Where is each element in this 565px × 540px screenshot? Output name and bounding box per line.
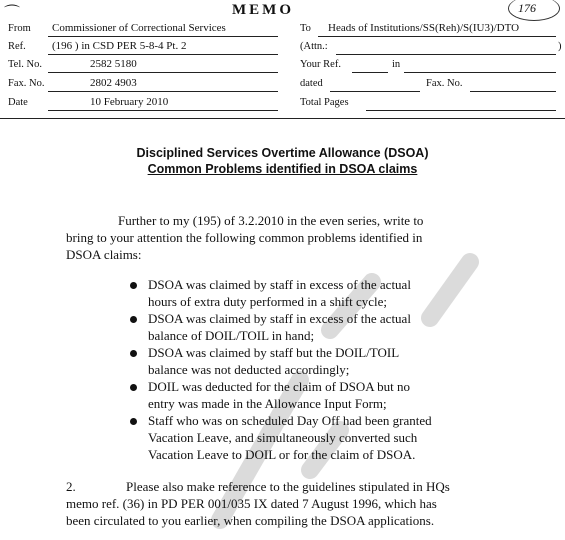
subject-line2: Common Problems identified in DSOA claims — [147, 162, 418, 176]
in-label: in — [392, 59, 401, 70]
fax-line — [48, 91, 278, 92]
para2-line-1: Please also make reference to the guidelines stipulated in HQs — [126, 479, 450, 494]
to-value: Heads of Institutions/SS(Reh)/S(IU3)/DTO — [328, 22, 520, 34]
fax-label: Fax. No. — [8, 78, 45, 89]
to-label: To — [300, 23, 311, 34]
tel-label: Tel. No. — [8, 59, 42, 70]
total-pages-label: Total Pages — [300, 97, 349, 108]
bullet-5-line-1: Staff who was on scheduled Day Off had been granted — [148, 413, 432, 428]
from-value: Commissioner of Correctional Services — [52, 22, 226, 34]
bullet-dot — [130, 418, 137, 425]
to-line — [318, 36, 556, 37]
bullet-4-line-2: entry was made in the Allowance Input Form; — [148, 396, 387, 411]
your-ref-line — [352, 72, 388, 73]
ref-value: (196 ) in CSD PER 5-8-4 Pt. 2 — [52, 40, 187, 52]
para2-number: 2. — [66, 479, 76, 494]
corner-mark: ⌒ — [4, 5, 21, 22]
from-line — [48, 36, 278, 37]
header-divider — [0, 118, 565, 119]
para2-line-2: memo ref. (36) in PD PER 001/035 IX dated 7 August 1996, which has — [66, 496, 437, 511]
intro-line-2: bring to your attention the following common problems identified in — [66, 230, 423, 245]
fax-no-line — [470, 91, 556, 92]
bullet-3-line-1: DSOA was claimed by staff but the DOIL/TOIL — [148, 345, 400, 360]
date-label: Date — [8, 97, 28, 108]
fax-no-label: Fax. No. — [426, 78, 463, 89]
attn-label: (Attn.: — [300, 41, 328, 52]
intro-line-3: DSOA claims: — [66, 247, 142, 262]
intro-line-1: Further to my (195) of 3.2.2010 in the even series, write to — [118, 213, 424, 228]
tel-value: 2582 5180 — [90, 58, 137, 70]
bullet-dot — [130, 316, 137, 323]
bullet-dot — [130, 384, 137, 391]
bullet-5-line-2: Vacation Leave, and simultaneously converted such — [148, 430, 418, 445]
bullet-dot — [130, 282, 137, 289]
attn-line — [336, 54, 556, 55]
ref-line — [48, 54, 278, 55]
memo-title: MEMO — [232, 2, 294, 18]
bullet-2-line-1: DSOA was claimed by staff in excess of the actual — [148, 311, 411, 326]
bullet-5-line-3: Vacation Leave to DOIL or for the claim of DSOA. — [148, 447, 416, 462]
dated-label: dated — [300, 78, 323, 89]
tel-line — [48, 72, 278, 73]
in-line — [404, 72, 556, 73]
date-line — [48, 110, 278, 111]
handwritten-number: 176 — [518, 1, 536, 15]
subject-line1: Disciplined Services Overtime Allowance (DSOA) — [136, 146, 429, 160]
para2-line-3: been circulated to you earlier, when compiling the DSOA applications. — [66, 513, 435, 528]
bullet-dot — [130, 350, 137, 357]
total-pages-line — [366, 110, 556, 111]
from-label: From — [8, 23, 31, 34]
your-ref-label: Your Ref. — [300, 59, 341, 70]
fax-value: 2802 4903 — [90, 77, 137, 89]
bullet-2-line-2: balance of DOIL/TOIL in hand; — [148, 328, 315, 343]
bullet-4-line-1: DOIL was deducted for the claim of DSOA but no — [148, 379, 410, 394]
dated-line — [330, 91, 420, 92]
bullet-3-line-2: balance was not deducted accordingly; — [148, 362, 350, 377]
bullet-1-line-2: hours of extra duty performed in a shift cycle; — [148, 294, 387, 309]
date-value: 10 February 2010 — [90, 96, 169, 108]
bullet-1-line-1: DSOA was claimed by staff in excess of the actual — [148, 277, 411, 292]
ref-label: Ref. — [8, 41, 26, 52]
attn-close: ) — [558, 41, 562, 52]
